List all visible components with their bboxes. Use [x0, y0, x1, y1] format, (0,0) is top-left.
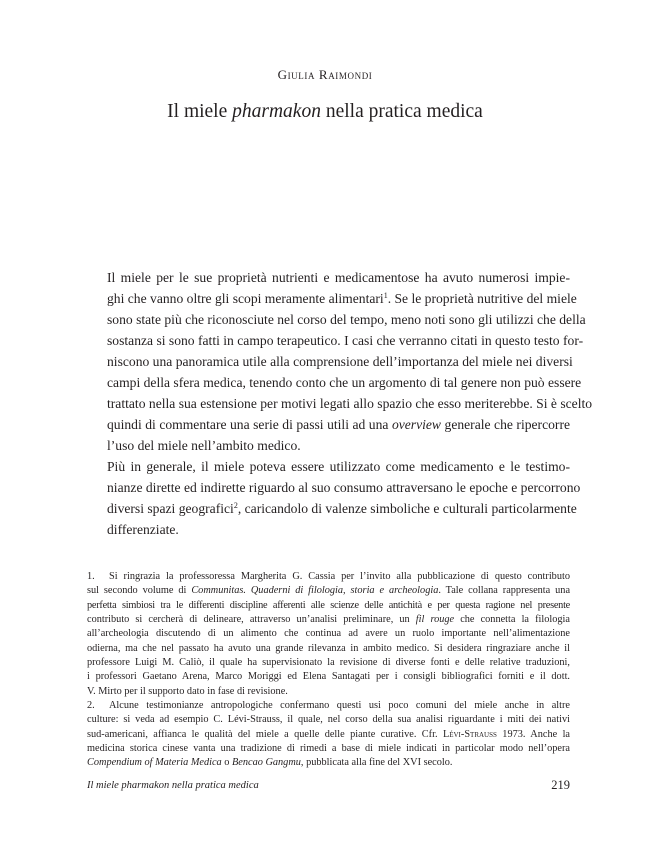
footnotes	[87, 570, 570, 771]
footnote-line: sul secondo volume di Communitas. Quaderni di filologia, storia e archeologia. Tale collana rappresenta una	[87, 585, 571, 597]
text-line: ghi che vanno oltre gli scopi meramente alimentari$^1$. Se le proprietà nutritive del miele	[107, 291, 577, 306]
footnote-line: Compendium of Materia Medica o Bencao Gangmu, pubblicata alla fine del XVI secolo.	[87, 757, 453, 769]
footnote-number: 1.	[87, 571, 95, 582]
citation-author: Lévi-Strauss	[442, 728, 497, 740]
text-line: diversi spazi geografici$^2$, caricandolo di valenze simboliche e culturali particolarmente	[107, 501, 577, 516]
footnote-line: all’archeologia discutendo di un alimento che continua ad avere un ruolo importante nell’alimentazione	[87, 628, 570, 640]
footnote-ref-2[interactable]: 2	[233, 501, 238, 510]
text-line: differenziate.	[107, 522, 179, 537]
footnote-line: professore Luigi M. Caliò, il quale ha supervisionato la revisione di diverse fonti e delle relative traduzioni,	[87, 657, 570, 669]
footnote-number: 2.	[87, 700, 95, 712]
text-line: l’uso del miele nell’ambito medico.	[107, 438, 301, 453]
text-line: nianze dirette ed indirette riguardo al suo consumo attraversano le epoche e percorrono	[107, 480, 581, 495]
paragraph-1	[87, 267, 593, 456]
text-line: Il miele per le sue proprietà nutrienti e medicamentose ha avuto numerosi impie-	[107, 270, 570, 285]
author-name: Giulia Raimondi	[277, 67, 373, 82]
footnote-line: sud-americani, affianca le qualità del miele a quelle delle piante curative. Cfr. Lévi-Strauss 1973. Anche la	[87, 728, 570, 740]
footnote-2	[87, 699, 570, 771]
footnote-line: i professori Gaetano Arena, Marco Moriggi ed Elena Santagati per i consigli bibliografici forniti e il dott.	[87, 671, 570, 683]
text-line: niscono una panoramica utile alla comprensione dell’importanza del miele nei diversi	[107, 354, 573, 369]
article-title	[0, 101, 650, 123]
footnote-1	[87, 570, 570, 699]
title-part-1: Il miele	[167, 101, 233, 122]
text-line: quindi di commentare una serie di passi utili ad una overview generale che ripercorre	[107, 417, 570, 432]
text-line: Più in generale, il miele poteva essere utilizzato come medicamento e le testimo-	[107, 459, 570, 474]
page-number: 219	[551, 778, 570, 792]
body-text	[87, 267, 593, 540]
footnote-line: V. Mirto per il supporto dato in fase di revisione.	[87, 685, 288, 697]
title-italic: pharmakon	[232, 101, 321, 122]
footnote-line: medicina storica cinese vanta una tradizione di rimedi a base di miele indicati in particolar modo nell’opera	[87, 743, 570, 755]
footnote-line: culture: si veda ad esempio C. Lévi-Strauss, il quale, nel corso della sua analisi riguardante i miti dei nativi	[87, 714, 570, 726]
footnote-line: 2. Alcune testimonianze antropologiche confermano questi usi poco comuni del miele anche in altre	[87, 699, 570, 713]
running-title: Il miele pharmakon nella pratica medica	[87, 780, 259, 791]
text-line: sono state più che riconosciute nel corso del tempo, meno noti sono gli utilizzi che della	[107, 312, 586, 327]
text-line: sostanza si sono fatti in campo terapeutico. I casi che verranno citati in questo testo for-	[107, 333, 584, 348]
footnote-line: contributo si cercherà di delineare, attraverso un’analisi preliminare, un fil rouge che connetta la filologia	[87, 614, 570, 626]
footnote-line: odierna, ma che nel passato ha avuto una grande rilevanza in ambito medico. Si desidera ringraziare anche il	[87, 642, 570, 654]
paragraph-2	[87, 456, 581, 540]
footnote-line: perfetta simbiosi tra le differenti discipline afferenti alle scienze delle antichità e per questa ragione nel presente	[87, 599, 570, 611]
text-line: campi della sfera medica, tenendo conto che un argomento di tal genere non può essere	[107, 375, 582, 390]
text-line: trattato nella sua estensione per motivi legati allo spazio che esso meriterebbe. Si è scelto	[107, 396, 593, 411]
footnote-ref-1[interactable]: 1	[383, 291, 388, 300]
footnote-line: 1. Si ringrazia la professoressa Margherita G. Cassia per l’invito alla pubblicazione di questo contributo	[87, 570, 570, 584]
title-part-2: nella pratica medica	[320, 101, 483, 122]
